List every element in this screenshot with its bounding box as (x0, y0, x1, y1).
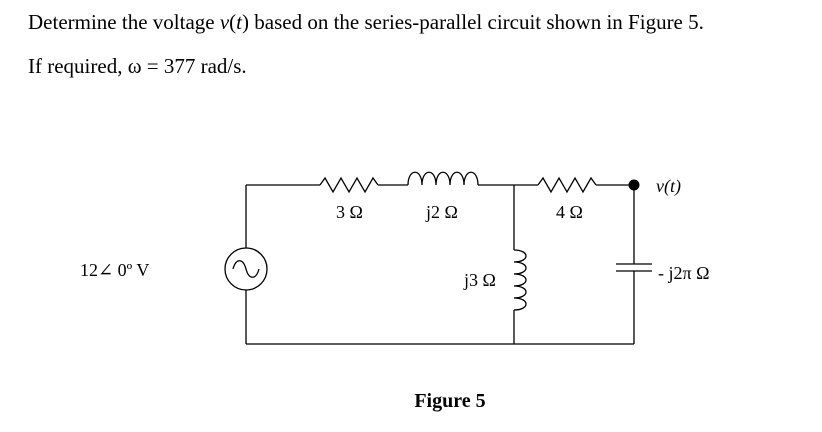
source-label: 12∠ 0º V (80, 260, 150, 280)
inductor-j2 (408, 172, 478, 185)
ac-source-sine (233, 261, 259, 278)
figure-caption: Figure 5 (414, 390, 486, 412)
resistor-3ohm (320, 178, 378, 192)
l1-label: j2 Ω (426, 202, 458, 222)
r2-label: 4 Ω (556, 202, 583, 222)
inductor-j3 (514, 250, 526, 310)
problem-time-var: t (236, 10, 243, 34)
resistor-4ohm (538, 178, 596, 192)
output-node-dot (629, 180, 640, 191)
capacitor-label: - j2π Ω (658, 263, 710, 283)
node-voltage-label: v(t) (656, 176, 681, 196)
problem-paren-open: ( (229, 10, 237, 34)
problem-text-prefix: Determine the voltage (28, 10, 220, 34)
problem-text-suffix: ) based on the series-parallel circuit shown in Figure 5. (242, 10, 704, 34)
r1-label: 3 Ω (336, 202, 363, 222)
l2-label: j3 Ω (464, 270, 496, 290)
problem-voltage-var: v (219, 10, 230, 34)
problem-statement-line2: If required, ω = 377 rad/s. (28, 54, 247, 78)
circuit-wires (225, 172, 652, 344)
